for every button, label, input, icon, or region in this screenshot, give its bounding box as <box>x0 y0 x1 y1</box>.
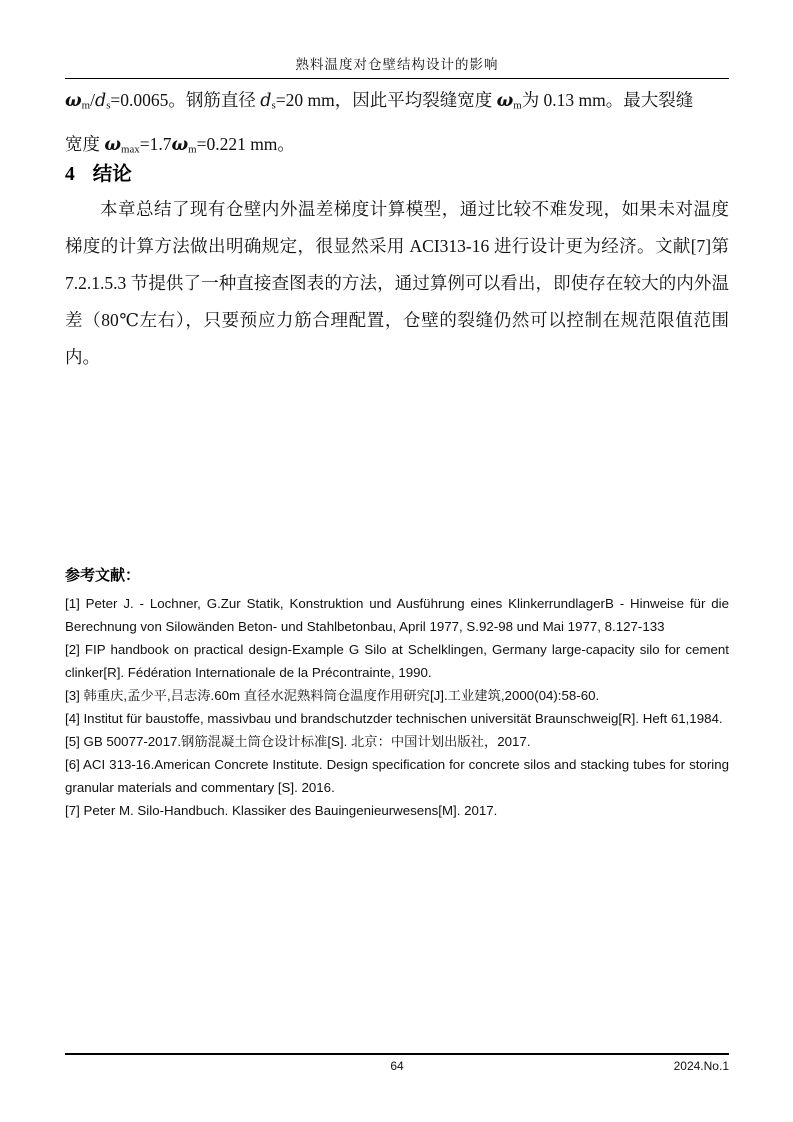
reference-item-5: [5] GB 50077-2017.钢筋混凝土筒仓设计标准[S]. 北京：中国计划出版社，2017. <box>65 734 531 749</box>
crack-width-paragraph <box>65 81 729 168</box>
section-number: 4 <box>65 164 75 185</box>
formula-text: =0.0065。钢筋直径 <box>110 90 261 110</box>
d-symbol: d <box>94 91 107 111</box>
formula-text: =0.221 mm。 <box>196 133 295 154</box>
d-symbol: d <box>260 91 272 111</box>
subscript-m: m <box>81 99 91 112</box>
formula-text: 宽度 <box>65 133 105 154</box>
references-section <box>65 564 729 822</box>
reference-item-6: [6] ACI 313-16.American Concrete Institute. Design specification for concrete silos and stacking tubes for storing granular materials and commentary [S]. 2016. <box>65 757 729 795</box>
omega-symbol: ω <box>65 91 82 111</box>
reference-item-3: [3] 韩重庆,孟少平,吕志涛.60m 直径水泥熟料筒仓温度作用研究[J].工业建筑,2000(04):58-60. <box>65 688 600 703</box>
footer-divider <box>65 1053 729 1055</box>
subscript-max: max <box>121 143 140 156</box>
header-divider <box>65 78 729 79</box>
omega-symbol: ω <box>104 134 122 155</box>
formula-text: =1.7 <box>139 133 172 154</box>
formula-text: 为 0.13 mm。最大裂缝 <box>521 90 694 110</box>
omega-symbol: ω <box>496 91 514 111</box>
reference-item-7: [7] Peter M. Silo-Handbuch. Klassiker des Bauingenieurwesens[M]. 2017. <box>65 803 498 818</box>
reference-item-4: [4] Institut für baustoffe, massivbau und brandschutzder technischen universität Braunschweig[R]. Heft 61,1984. <box>65 711 723 726</box>
formula-text: / <box>90 90 95 110</box>
omega-symbol: ω <box>171 134 189 155</box>
reference-item-1: [1] Peter J. - Lochner, G.Zur Statik, Konstruktion und Ausführung eines KlinkerrundlagerB - Hinweise für die Berechnung von Silowänden Beton- und Stahlbetonbau, April 1977, S.92-98 und Mai 1977, 8.127-133 <box>65 596 729 634</box>
page-number: 64 <box>390 1059 404 1073</box>
subscript-s: s <box>271 99 276 112</box>
reference-item-2: [2] FIP handbook on practical design-Example G Silo at Schelklingen, Germany large-capacity silo for cement clinker[R]. Fédération Internationale de la Précontrainte, 1990. <box>65 642 729 680</box>
section-heading-conclusion <box>65 158 729 186</box>
formula-text: =20 mm，因此平均裂缝宽度 <box>275 90 497 110</box>
running-title: 熟料温度对仓壁结构设计的影响 <box>295 57 499 72</box>
subscript-s: s <box>106 99 111 112</box>
subscript-m: m <box>513 99 522 112</box>
subscript-m: m <box>188 143 197 156</box>
issue-label: 2024.No.1 <box>673 1059 729 1073</box>
section-title: 结论 <box>92 164 132 185</box>
references-heading: 参考文献： <box>65 568 141 584</box>
conclusion-paragraph: 本章总结了现有仓壁内外温差梯度计算模型，通过比较不难发现，如果未对温度梯度的计算方法做出明确规定，很显然采用 ACI313-16 进行设计更为经济。文献[7]第 7.2.1.5.3 节提供了一种直接查图表的方法，通过算例可以看出，即使存在较大的内外温差（80℃左右），只要预应力筋合理配置，仓壁的裂缝仍然可以控制在规范限值范围内。 <box>65 199 729 367</box>
